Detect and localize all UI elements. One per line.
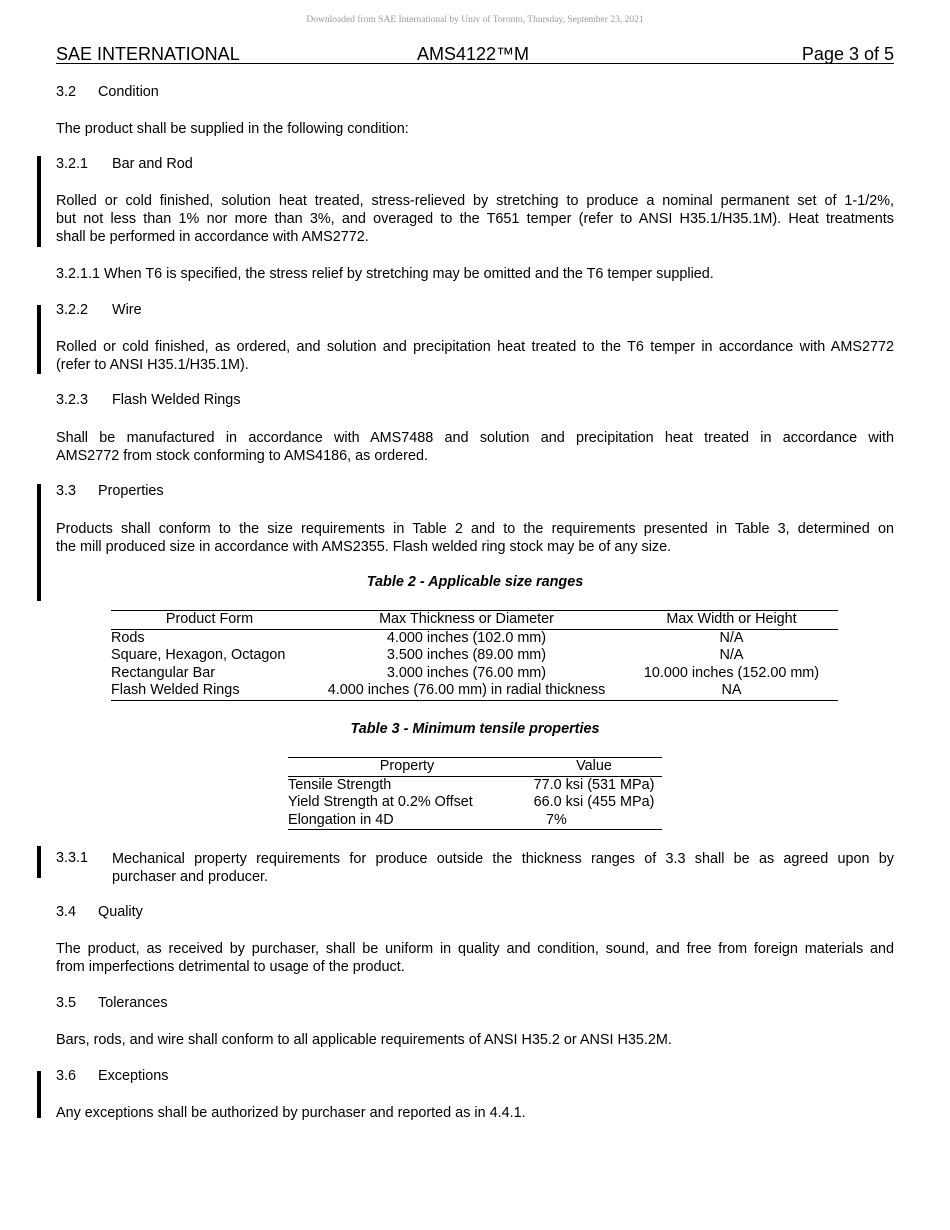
table-row — [288, 776, 662, 794]
section-3-4-body: The product, as received by purchaser, shall be uniform in quality and condition, sound, and free from foreign materials and from imperfections detrimental to usage of the product. — [56, 941, 894, 975]
section-3-6-body: Any exceptions shall be authorized by purchaser and reported as in 4.4.1. — [56, 1105, 526, 1121]
section-3-2-2-body: Rolled or cold finished, as ordered, and solution and precipitation heat treated to the T6 temper in accordance with AMS2772 (refer to ANSI H35.1/H35.1M). — [56, 339, 894, 373]
change-bar — [37, 156, 41, 247]
section-3-3-body: Products shall conform to the size requirements in Table 2 and to the requirements presented in Table 3, determined on the mill produced size in accordance with AMS2355. Flash welded ring stock may be of any size. — [56, 521, 894, 555]
section-3-2-heading: 3.2 Condition — [56, 84, 159, 100]
table-cell: 4.000 inches (102.0 mm) — [386, 629, 547, 646]
section-3-2-3-body: Shall be manufactured in accordance with AMS7488 and solution and precipitation heat treated in accordance with AMS2772 from stock conforming to AMS4186, as ordered. — [56, 430, 894, 464]
section-3-3-1-body: Mechanical property requirements for produce outside the thickness ranges of 3.3 shall be as agreed upon by purchaser and producer. — [112, 851, 894, 885]
table-header-cell: Max Thickness or Diameter — [308, 611, 625, 630]
table-header-cell: Max Width or Height — [625, 611, 838, 630]
section-3-4-heading: 3.4 Quality — [56, 904, 143, 920]
table-header-cell: Product Form — [111, 611, 308, 630]
table-header-cell: Value — [526, 758, 662, 777]
change-bar — [37, 846, 41, 878]
table-row — [111, 647, 838, 665]
table-header-cell: Property — [288, 758, 526, 777]
table-3 — [288, 757, 662, 830]
table-cell: 66.0 ksi (455 MPa) — [533, 794, 655, 811]
table-cell: 3.500 inches (89.00 mm) — [386, 647, 547, 664]
table-3-caption: Table 3 - Minimum tensile properties — [350, 721, 600, 737]
table-header-row — [288, 758, 662, 777]
section-3-5-heading: 3.5 Tolerances — [56, 995, 168, 1011]
table-cell: N/A — [719, 629, 744, 646]
table-row — [111, 665, 838, 683]
table-cell: 77.0 ksi (531 MPa) — [533, 776, 655, 793]
table-cell: Tensile Strength — [288, 776, 392, 793]
table-cell: Rods — [111, 629, 145, 646]
table-cell: 4.000 inches (76.00 mm) in radial thickness — [327, 682, 606, 699]
section-3-2-1-heading: 3.2.1 Bar and Rod — [56, 156, 193, 172]
table-cell: Elongation in 4D — [288, 811, 394, 828]
table-cell: NA — [721, 682, 742, 699]
table-header-row — [111, 611, 838, 630]
section-3-3-heading: 3.3 Properties — [56, 483, 164, 499]
table-cell: N/A — [719, 647, 744, 664]
table-row — [288, 794, 662, 812]
section-3-3-1-number: 3.3.1 — [56, 850, 89, 866]
header-org: SAE INTERNATIONAL — [56, 44, 240, 64]
table-cell: Square, Hexagon, Octagon — [111, 647, 286, 664]
change-bar — [37, 305, 41, 374]
section-3-5-body: Bars, rods, and wire shall conform to all applicable requirements of ANSI H35.2 or ANSI H35.2M. — [56, 1032, 672, 1048]
table-cell: Yield Strength at 0.2% Offset — [288, 794, 473, 811]
table-cell: Rectangular Bar — [111, 664, 215, 681]
header-doc-id: AMS4122™M — [417, 44, 530, 64]
table-2-caption: Table 2 - Applicable size ranges — [366, 574, 584, 590]
table-row — [111, 629, 838, 647]
change-bar — [37, 1071, 41, 1118]
section-3-2-intro: The product shall be supplied in the following condition: — [56, 121, 409, 137]
header-rule — [56, 63, 894, 64]
table-cell: 7% — [546, 811, 567, 828]
section-3-2-1-1: 3.2.1.1 When T6 is specified, the stress relief by stretching may be omitted and the T6 temper supplied. — [56, 266, 714, 282]
section-3-2-1-body: Rolled or cold finished, solution heat treated, stress-relieved by stretching to produce a nominal permanent set of 1-1/2%, but not less than 1% nor more than 3%, and overaged to the T651 temper (refer to ANSI H35.1/H35.1M). Heat treatments shall be performed in accordance with AMS2772. — [56, 193, 894, 245]
section-3-6-heading: 3.6 Exceptions — [56, 1068, 169, 1084]
table-cell: 3.000 inches (76.00 mm) — [386, 664, 547, 681]
section-3-2-3-heading: 3.2.3 Flash Welded Rings — [56, 392, 241, 408]
table-cell: Flash Welded Rings — [111, 682, 240, 699]
table-row — [111, 682, 838, 700]
table-row — [288, 812, 662, 830]
table-2 — [111, 610, 838, 701]
header-page-number: Page 3 of 5 — [801, 44, 894, 64]
section-3-2-2-heading: 3.2.2 Wire — [56, 302, 142, 318]
download-watermark: Downloaded from SAE International by Univ of Toronto, Thursday, September 23, 2021 — [306, 15, 644, 25]
table-cell: 10.000 inches (152.00 mm) — [643, 664, 820, 681]
